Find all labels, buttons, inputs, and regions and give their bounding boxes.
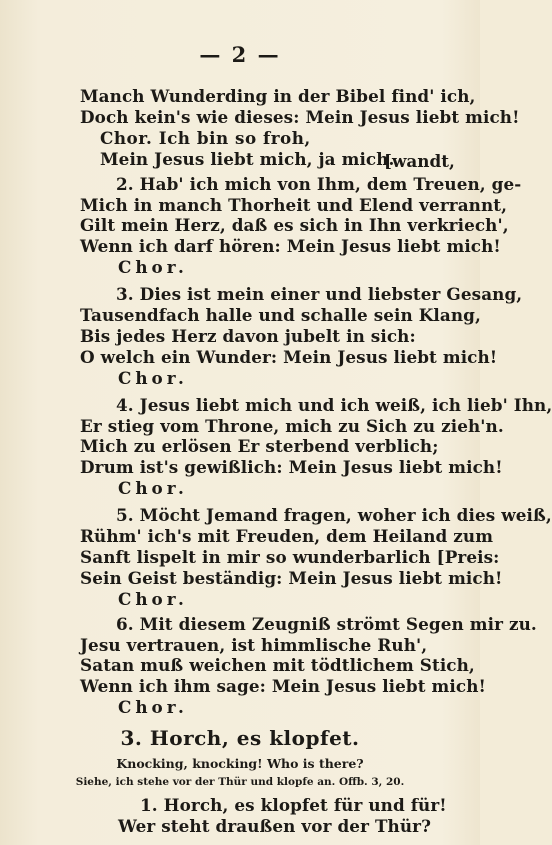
text-line: Satan muß weichen mit tödtlichem Stich, [80,655,475,676]
verse-start-line: 5. Möcht Jemand fragen, woher ich dies weiß, [116,505,552,526]
chorus-line: Chor. [118,257,188,278]
verse-start-line: 3. Dies ist mein einer und liebster Gesang, [116,284,523,305]
chorus-line: Chor. [118,588,188,609]
text-line: Wenn ich ihm sage: Mein Jesus liebt mich! [80,676,486,697]
text-line: Mein Jesus liebt mich, ja mich. [100,148,395,169]
scripture-reference: Siehe, ich stehe vor der Thür und klopfe an. Offb. 3, 20. [75,776,405,789]
text-line: Manch Wunderding in der Bibel find' ich, [80,86,476,106]
chorus-line: Chor. [118,478,188,499]
text-line: Mich zu erlösen Er sterbend verblich; [80,436,439,457]
chorus-line: Chor. [118,367,188,388]
verse-start-line: 2. Hab' ich mich von Ihm, dem Treuen, ge- [116,173,522,194]
text-line: Rühm' ich's mit Freuden, dem Heiland zum [80,526,494,546]
text-line: Drum ist's gewißlich: Mein Jesus liebt mich! [80,457,503,478]
text-line: Doch kein's wie dieses: Mein Jesus liebt mich! [80,106,520,127]
text-line: Er stieg vom Throne, mich zu Sich zu zieh'n. [80,415,504,436]
text-line: Mich in manch Thorheit und Elend verrannt, [80,194,508,215]
hymn-heading: 3. Horch, es klopfet. [120,726,360,751]
page-number: — 2 — [199,42,281,67]
text-line: Sein Geist beständig: Mein Jesus liebt mich! [80,567,503,588]
text-line: Jesu vertrauen, ist himmlische Ruh', [80,634,428,655]
chorus-line: Chor. [118,697,188,718]
text-line: Wenn ich darf hören: Mein Jesus liebt mich! [80,236,501,257]
english-title: Knocking, knocking! Who is there? [116,756,364,772]
text-line: Wer steht draußen vor der Thür? [118,816,432,837]
text-line: Tausendfach halle und schalle sein Klang, [80,305,481,325]
text-line: Sanft lispelt in mir so wunderbarlich [Preis: [80,546,500,567]
margin-note: [wandt, [384,150,455,171]
verse-start-line: 6. Mit diesem Zeugniß strömt Segen mir zu. [116,613,537,634]
text-line: O welch ein Wunder: Mein Jesus liebt mich! [80,346,498,367]
chorus-line: Chor. Ich bin so froh, [100,127,311,148]
text-line: Bis jedes Herz davon jubelt in sich: [80,325,416,346]
text-line: Gilt mein Herz, daß es sich in Ihn verkriech', [80,215,509,236]
verse-1-start: 1. Horch, es klopfet für und für! [140,795,447,816]
verse-start-line: 4. Jesus liebt mich und ich weiß, ich lieb' Ihn, [116,394,552,415]
